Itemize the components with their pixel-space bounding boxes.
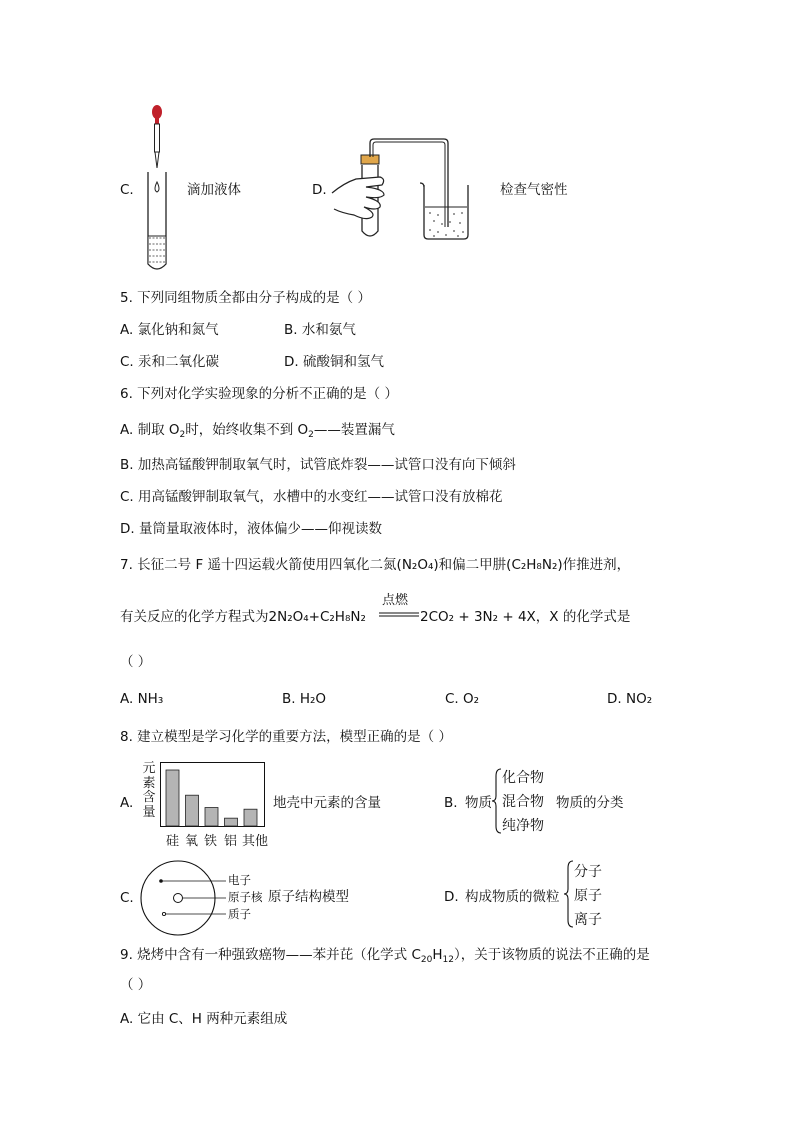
particle-item: 分子	[574, 864, 602, 880]
question-6-option-d: D. 量筒量取液体时，液体偏少——仰视读数	[120, 521, 382, 537]
dropper-test-tube-illustration	[138, 102, 178, 274]
classification-root: 物质	[465, 795, 492, 811]
bar-硅	[166, 770, 179, 826]
category-label: 其他	[242, 834, 269, 849]
particle-item: 离子	[574, 912, 602, 928]
classification-item: 化合物	[502, 770, 544, 786]
question-7-option-d: D. NO₂	[607, 691, 653, 707]
question-7-option-a: A. NH₃	[120, 691, 164, 707]
question-8-option-d-letter: D.	[444, 889, 459, 905]
proton-label: 质子	[228, 907, 251, 921]
question-9-stem: 9. 烧烤中含有一种强致癌物——苯并芘（化学式 $C_{20}H_{12}$），关于该物质的说法不正确的是	[120, 947, 650, 965]
classification-caption: 物质的分类	[556, 795, 624, 811]
question-5-option-d: D. 硫酸铜和氢气	[284, 354, 384, 370]
particle-item: 原子	[574, 888, 602, 904]
question-6-option-a: A. 制取 $O_2$时，始终收集不到 $O_2——$装置漏气	[120, 422, 395, 440]
question-7-option-b: B. H₂O	[282, 691, 327, 707]
question-6-option-c: C. 用高锰酸钾制取氧气，水槽中的水变红——试管口没有放棉花	[120, 489, 503, 505]
chart-y-label: 元 素 含 量	[142, 761, 156, 820]
question-8-option-a-letter: A.	[120, 795, 134, 811]
equation-condition: 点燃	[382, 593, 409, 608]
nucleus-label: 原子核	[228, 890, 263, 904]
option-c-letter: C.	[120, 182, 134, 198]
bar-铁	[205, 808, 218, 826]
equation-double-line	[379, 612, 419, 618]
option-d-letter: D.	[312, 182, 327, 198]
option-d-caption: 检查气密性	[500, 182, 568, 198]
classification-item: 纯净物	[502, 818, 544, 834]
bar-其他	[244, 809, 257, 826]
option-c-caption: 滴加液体	[187, 182, 241, 198]
question-6-stem: 6. 下列对化学实验现象的分析不正确的是（ ）	[120, 386, 398, 402]
category-label: 硅	[166, 834, 180, 849]
category-label: 氧	[185, 834, 199, 849]
atom-model-diagram	[140, 860, 230, 936]
bar-铝	[225, 818, 238, 826]
question-9-option-a: A. 它由 C、H 两种元素组成	[120, 1011, 288, 1027]
classification-item: 混合物	[502, 794, 544, 810]
category-label: 铁	[204, 834, 218, 849]
chemical-equation: 2N₂O₄+C₂H₈N₂	[268, 609, 366, 625]
question-5-stem: 5. 下列同组物质全都由分子构成的是（ ）	[120, 290, 371, 306]
question-9-answer-paren: （ ）	[120, 977, 152, 993]
bar-氧	[186, 795, 199, 826]
question-5-option-c: C. 汞和二氧化碳	[120, 354, 220, 370]
particles-root: 构成物质的微粒	[465, 889, 560, 905]
airtightness-check-illustration	[330, 135, 480, 245]
particles-brace	[564, 860, 574, 928]
question-7-answer-paren: （ ）	[120, 654, 152, 670]
category-label: 铝	[224, 834, 238, 849]
question-5-option-a: A. 氯化钠和氮气	[120, 322, 219, 338]
crust-element-bar-chart	[160, 762, 266, 828]
question-7-line-2: 有关反应的化学方程式为2N₂O₄+C₂H₈N₂	[120, 609, 366, 625]
question-6-option-b: B. 加热高锰酸钾制取氧气时，试管底炸裂——试管口没有向下倾斜	[120, 457, 516, 473]
chart-caption: 地壳中元素的含量	[273, 795, 381, 811]
atom-model-caption: 原子结构模型	[268, 889, 349, 905]
question-7-option-c: C. O₂	[445, 691, 480, 707]
question-8-option-b-letter: B.	[444, 795, 458, 811]
question-8-stem: 8. 建立模型是学习化学的重要方法，模型正确的是（ ）	[120, 729, 452, 745]
question-7-line-2-rest: 2CO₂ + 3N₂ + 4X，X 的化学式是	[420, 609, 631, 625]
question-7-line-1: 7. 长征二号 F 遥十四运载火箭使用四氧化二氮(N₂O₄)和偏二甲肼(C₂H₈N₂)作推进剂，	[120, 557, 631, 573]
electron-label: 电子	[228, 873, 251, 887]
question-5-option-b: B. 水和氨气	[284, 322, 356, 338]
question-8-option-c-letter: C.	[120, 890, 134, 906]
classification-brace	[492, 768, 502, 834]
